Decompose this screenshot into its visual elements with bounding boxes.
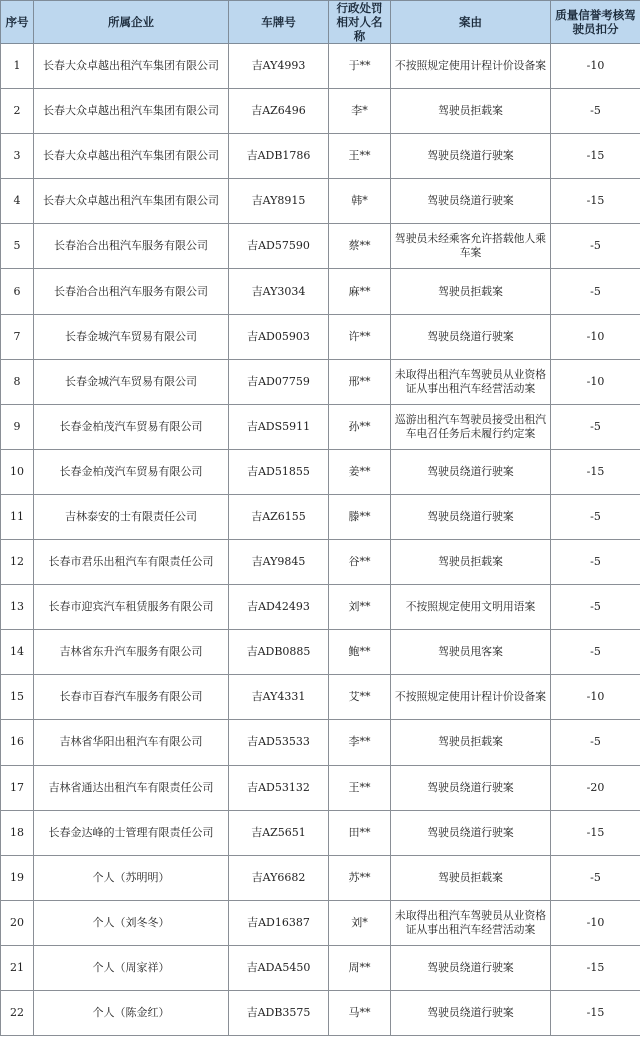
cell-company: 长春金柏茂汽车贸易有限公司 [34,449,229,494]
cell-party: 许** [329,314,391,359]
cell-plate: 吉AD07759 [229,359,329,404]
header-deduct: 质量信誉考核驾驶员扣分 [551,1,640,44]
cell-deduct: -5 [551,630,640,675]
cell-deduct: -15 [551,179,640,224]
header-row [1,1,640,44]
header-party: 行政处罚相对人名称 [329,1,391,44]
cell-company: 吉林省华阳出租汽车有限公司 [34,720,229,765]
cell-case: 不按照规定使用文明用语案 [391,585,551,630]
table-row [1,134,640,179]
cell-deduct: -5 [551,585,640,630]
cell-plate: 吉AZ6155 [229,494,329,539]
table-row [1,449,640,494]
cell-party: 韩* [329,179,391,224]
table-row [1,89,640,134]
cell-party: 麻** [329,269,391,314]
table-row [1,540,640,585]
cell-plate: 吉AZ6496 [229,89,329,134]
cell-plate: 吉ADB3575 [229,990,329,1035]
cell-company: 吉林省东升汽车服务有限公司 [34,630,229,675]
cell-party: 李** [329,720,391,765]
cell-seq: 5 [1,224,34,269]
cell-party: 王** [329,765,391,810]
cell-plate: 吉AD05903 [229,314,329,359]
table-row [1,855,640,900]
cell-case: 驾驶员绕道行驶案 [391,945,551,990]
cell-seq: 11 [1,494,34,539]
cell-party: 刘** [329,585,391,630]
cell-case: 驾驶员拒载案 [391,720,551,765]
cell-deduct: -10 [551,359,640,404]
table-header [1,1,640,44]
cell-case: 驾驶员未经乘客允许搭载他人乘车案 [391,224,551,269]
cell-deduct: -5 [551,540,640,585]
cell-party: 谷** [329,540,391,585]
cell-deduct: -5 [551,224,640,269]
cell-deduct: -10 [551,44,640,89]
cell-deduct: -5 [551,855,640,900]
cell-case: 驾驶员绕道行驶案 [391,179,551,224]
cell-case: 不按照规定使用计程计价设备案 [391,675,551,720]
cell-seq: 14 [1,630,34,675]
header-company: 所属企业 [34,1,229,44]
table-row [1,224,640,269]
cell-plate: 吉ADA5450 [229,945,329,990]
cell-party: 滕** [329,494,391,539]
cell-company: 长春金达峰的士管理有限责任公司 [34,810,229,855]
cell-seq: 19 [1,855,34,900]
cell-case: 驾驶员拒载案 [391,89,551,134]
table-row [1,945,640,990]
cell-seq: 20 [1,900,34,945]
table-row [1,585,640,630]
cell-deduct: -15 [551,990,640,1035]
cell-seq: 17 [1,765,34,810]
cell-plate: 吉AD16387 [229,900,329,945]
cell-plate: 吉AY8915 [229,179,329,224]
cell-company: 个人（苏明明） [34,855,229,900]
cell-case: 驾驶员绕道行驶案 [391,314,551,359]
cell-party: 姜** [329,449,391,494]
cell-plate: 吉AY3034 [229,269,329,314]
cell-party: 刘* [329,900,391,945]
cell-company: 长春金柏茂汽车贸易有限公司 [34,404,229,449]
table-row [1,810,640,855]
cell-deduct: -5 [551,494,640,539]
cell-seq: 3 [1,134,34,179]
table-row [1,630,640,675]
cell-case: 驾驶员绕道行驶案 [391,765,551,810]
cell-company: 长春大众卓越出租汽车集团有限公司 [34,44,229,89]
cell-seq: 4 [1,179,34,224]
table-row [1,720,640,765]
cell-plate: 吉AY4331 [229,675,329,720]
cell-seq: 10 [1,449,34,494]
cell-deduct: -10 [551,675,640,720]
header-seq: 序号 [1,1,34,44]
table-row [1,494,640,539]
cell-deduct: -15 [551,945,640,990]
cell-company: 长春治合出租汽车服务有限公司 [34,224,229,269]
cell-plate: 吉AD57590 [229,224,329,269]
table-row [1,675,640,720]
cell-deduct: -20 [551,765,640,810]
cell-seq: 7 [1,314,34,359]
cell-company: 长春大众卓越出租汽车集团有限公司 [34,134,229,179]
table-row [1,44,640,89]
cell-company: 长春大众卓越出租汽车集团有限公司 [34,179,229,224]
cell-seq: 15 [1,675,34,720]
cell-seq: 16 [1,720,34,765]
table-row [1,269,640,314]
cell-company: 长春金城汽车贸易有限公司 [34,314,229,359]
cell-company: 长春金城汽车贸易有限公司 [34,359,229,404]
cell-plate: 吉ADB1786 [229,134,329,179]
cell-deduct: -15 [551,449,640,494]
cell-deduct: -10 [551,314,640,359]
cell-seq: 18 [1,810,34,855]
cell-party: 于** [329,44,391,89]
cell-deduct: -10 [551,900,640,945]
cell-plate: 吉ADB0885 [229,630,329,675]
cell-case: 驾驶员绕道行驶案 [391,990,551,1035]
cell-company: 吉林省通达出租汽车有限责任公司 [34,765,229,810]
table-row [1,359,640,404]
cell-company: 个人（周家祥） [34,945,229,990]
cell-party: 周** [329,945,391,990]
cell-party: 王** [329,134,391,179]
cell-case: 未取得出租汽车驾驶员从业资格证从事出租汽车经营活动案 [391,900,551,945]
cell-case: 不按照规定使用计程计价设备案 [391,44,551,89]
cell-party: 艾** [329,675,391,720]
cell-party: 鲍** [329,630,391,675]
cell-seq: 1 [1,44,34,89]
cell-case: 驾驶员甩客案 [391,630,551,675]
cell-company: 长春大众卓越出租汽车集团有限公司 [34,89,229,134]
cell-plate: 吉ADS5911 [229,404,329,449]
cell-plate: 吉AD53132 [229,765,329,810]
cell-company: 长春市百春汽车服务有限公司 [34,675,229,720]
cell-seq: 21 [1,945,34,990]
cell-company: 个人（刘冬冬） [34,900,229,945]
cell-case: 驾驶员绕道行驶案 [391,449,551,494]
table-row [1,765,640,810]
cell-party: 蔡** [329,224,391,269]
cell-case: 驾驶员绕道行驶案 [391,134,551,179]
cell-seq: 2 [1,89,34,134]
cell-party: 李* [329,89,391,134]
cell-deduct: -15 [551,134,640,179]
header-plate: 车牌号 [229,1,329,44]
cell-case: 驾驶员拒载案 [391,855,551,900]
header-case: 案由 [391,1,551,44]
table-row [1,314,640,359]
cell-plate: 吉AY4993 [229,44,329,89]
cell-party: 苏** [329,855,391,900]
cell-deduct: -5 [551,720,640,765]
cell-company: 吉林泰安的士有限责任公司 [34,494,229,539]
cell-seq: 9 [1,404,34,449]
cell-company: 长春市迎宾汽车租赁服务有限公司 [34,585,229,630]
cell-case: 巡游出租汽车驾驶员接受出租汽车电召任务后未履行约定案 [391,404,551,449]
cell-seq: 22 [1,990,34,1035]
cell-deduct: -5 [551,404,640,449]
cell-case: 驾驶员绕道行驶案 [391,494,551,539]
cell-plate: 吉AD51855 [229,449,329,494]
cell-case: 未取得出租汽车驾驶员从业资格证从事出租汽车经营活动案 [391,359,551,404]
cell-plate: 吉AY9845 [229,540,329,585]
table-row [1,900,640,945]
cell-seq: 8 [1,359,34,404]
cell-deduct: -15 [551,810,640,855]
table-body [1,44,640,1036]
cell-party: 田** [329,810,391,855]
cell-case: 驾驶员拒载案 [391,269,551,314]
table-row [1,404,640,449]
cell-seq: 13 [1,585,34,630]
cell-deduct: -5 [551,89,640,134]
cell-deduct: -5 [551,269,640,314]
cell-company: 长春市君乐出租汽车有限责任公司 [34,540,229,585]
cell-plate: 吉AZ5651 [229,810,329,855]
cell-party: 邢** [329,359,391,404]
cell-case: 驾驶员绕道行驶案 [391,810,551,855]
table-row [1,990,640,1035]
cell-case: 驾驶员拒载案 [391,540,551,585]
cell-plate: 吉AD42493 [229,585,329,630]
cell-company: 个人（陈金红） [34,990,229,1035]
cell-party: 孙** [329,404,391,449]
table-row [1,179,640,224]
cell-plate: 吉AY6682 [229,855,329,900]
cell-plate: 吉AD53533 [229,720,329,765]
cell-seq: 12 [1,540,34,585]
cell-seq: 6 [1,269,34,314]
cell-company: 长春治合出租汽车服务有限公司 [34,269,229,314]
cell-party: 马** [329,990,391,1035]
